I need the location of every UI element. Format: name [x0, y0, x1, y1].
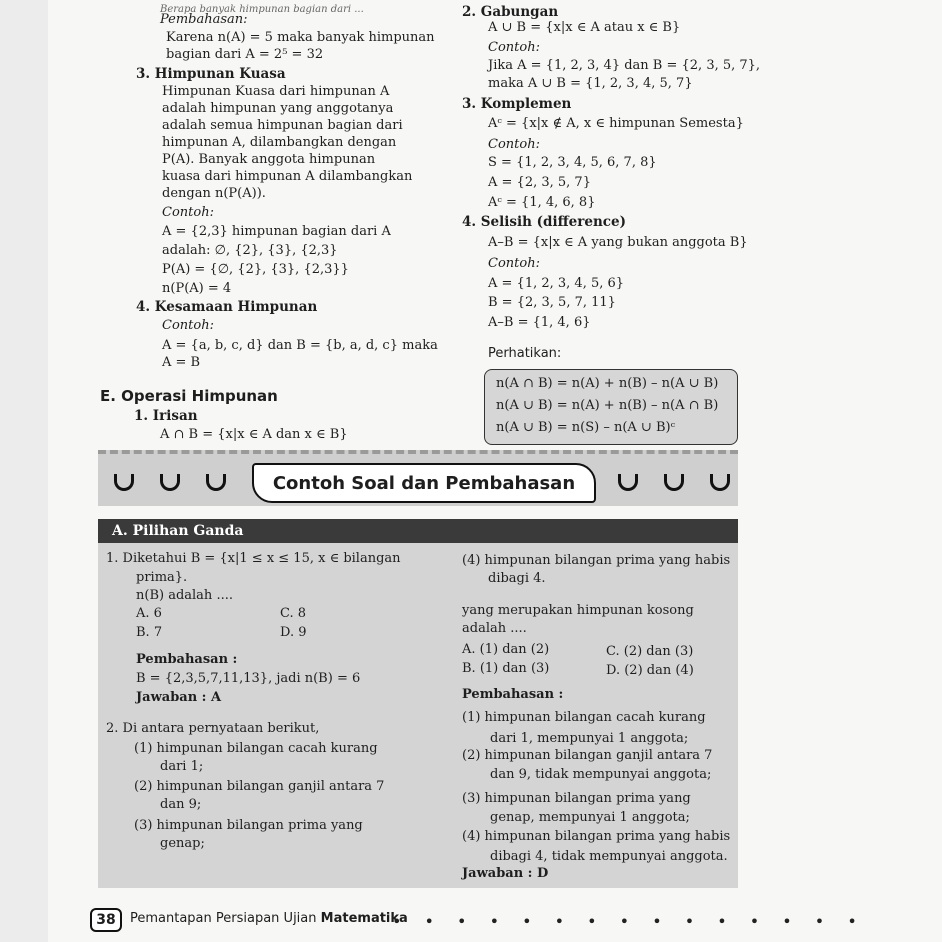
pembahasan-text: dan 9, tidak mempunyai anggota;	[490, 767, 712, 782]
option-a: A. 6	[136, 606, 162, 621]
formula-line: n(A ∪ B) = n(S) – n(A ∪ B)ᶜ	[496, 420, 676, 435]
question-2-text: yang merupakan himpunan kosong	[462, 603, 694, 618]
option-a: A. (1) dan (2)	[462, 642, 550, 657]
footer-text	[130, 911, 408, 926]
statement: (1) himpunan bilangan cacah kurang	[134, 741, 378, 756]
pembahasan-text: B = {2,3,5,7,11,13}, jadi n(B) = 6	[136, 671, 361, 686]
statement: dan 9;	[160, 797, 202, 812]
contoh-label: Contoh:	[488, 256, 540, 271]
heading-himpunan-kuasa: 3. Himpunan Kuasa	[136, 66, 286, 82]
statement: (2) himpunan bilangan ganjil antara 7	[134, 779, 385, 794]
contoh-label: Contoh:	[488, 137, 540, 152]
section-bar-pilihan-ganda: A. Pilihan Ganda	[98, 519, 738, 543]
statement: (3) himpunan bilangan prima yang	[134, 818, 363, 833]
pembahasan-text: dari 1, mempunyai 1 anggota;	[490, 731, 689, 746]
heading-komplemen: 3. Komplemen	[462, 96, 572, 112]
text-line: Himpunan Kuasa dari himpunan A	[162, 84, 390, 99]
option-b: B. (1) dan (3)	[462, 661, 550, 676]
text-line: A = {2, 3, 5, 7}	[488, 175, 591, 190]
text-line: S = {1, 2, 3, 4, 5, 6, 7, 8}	[488, 155, 657, 170]
text-line: B = {2, 3, 5, 7, 11}	[488, 295, 616, 310]
text-line: Jika A = {1, 2, 3, 4} dan B = {2, 3, 5, 7},	[488, 58, 761, 73]
question-2-text: adalah ....	[462, 621, 527, 636]
footer-dots: • • • • • • • • • • • • • • •	[392, 912, 866, 931]
text-line: maka A ∪ B = {1, 2, 3, 4, 5, 7}	[488, 76, 693, 91]
question-1-text: prima}.	[136, 570, 188, 585]
text-line: adalah himpunan yang anggotanya	[162, 101, 394, 116]
heading-kesamaan-himpunan: 4. Kesamaan Himpunan	[136, 299, 318, 315]
text-line: Karena n(A) = 5 maka banyak himpunan	[166, 30, 435, 45]
option-d: D. (2) dan (4)	[606, 663, 694, 678]
footer-book-title: Pemantapan Persiapan Ujian	[130, 911, 317, 926]
statement: (4) himpunan bilangan prima yang habis	[462, 553, 731, 568]
text-line: A = B	[162, 355, 201, 370]
text-line: A = {1, 2, 3, 4, 5, 6}	[488, 276, 625, 291]
question-2-text: 2. Di antara pernyataan berikut,	[106, 721, 320, 736]
question-1-text: 1. Diketahui B = {x|1 ≤ x ≤ 15, x ∈ bilangan	[106, 551, 401, 566]
option-b: B. 7	[136, 625, 163, 640]
heading-gabungan: 2. Gabungan	[462, 4, 559, 20]
banner-title: Contoh Soal dan Pembahasan	[252, 463, 596, 503]
cut-off-text: Berapa banyak himpunan bagian dari ...	[160, 4, 364, 15]
question-1-text: n(B) adalah ....	[136, 588, 233, 603]
heading-selisih: 4. Selisih (difference)	[462, 214, 626, 230]
text-line: A–B = {x|x ∈ A yang bukan anggota B}	[488, 235, 748, 250]
contoh-label: Contoh:	[162, 318, 214, 333]
text-line: n(P(A) = 4	[162, 281, 232, 296]
jawaban-label: Jawaban : D	[462, 866, 549, 881]
pembahasan-text: (3) himpunan bilangan prima yang	[462, 791, 691, 806]
text-line: A ∪ B = {x|x ∈ A atau x ∈ B}	[488, 20, 681, 35]
option-c: C. 8	[280, 606, 307, 621]
text-line: bagian dari A = 2⁵ = 32	[166, 47, 324, 62]
pembahasan-text: dibagi 4, tidak mempunyai anggota.	[490, 849, 728, 864]
heading-operasi-himpunan: E. Operasi Himpunan	[100, 387, 278, 405]
formula-line: n(A ∪ B) = n(A) + n(B) – n(A ∩ B)	[496, 398, 719, 413]
pembahasan-text: (4) himpunan bilangan prima yang habis	[462, 829, 731, 844]
text-line: A = {a, b, c, d} dan B = {b, a, d, c} maka	[162, 338, 438, 353]
pembahasan-label: Pembahasan:	[160, 12, 248, 27]
text-line: adalah: ∅, {2}, {3}, {2,3}	[162, 243, 338, 258]
text-line: A–B = {1, 4, 6}	[488, 315, 591, 330]
text-line: Aᶜ = {x|x ∉ A, x ∈ himpunan Semesta}	[488, 116, 744, 131]
statement: dari 1;	[160, 759, 204, 774]
text-line: Aᶜ = {1, 4, 6, 8}	[488, 195, 596, 210]
pembahasan-text: genap, mempunyai 1 anggota;	[490, 810, 690, 825]
statement: genap;	[160, 836, 205, 851]
page-number: 38	[90, 908, 122, 932]
heading-irisan: 1. Irisan	[134, 408, 198, 424]
pembahasan-text: (1) himpunan bilangan cacah kurang	[462, 710, 706, 725]
contoh-label: Contoh:	[162, 205, 214, 220]
text-line: dengan n(P(A)).	[162, 186, 266, 201]
option-c: C. (2) dan (3)	[606, 644, 694, 659]
contoh-label: Contoh:	[488, 40, 540, 55]
option-d: D. 9	[280, 625, 307, 640]
text-line: P(A). Banyak anggota himpunan	[162, 152, 376, 167]
footer-subject: Matematika	[320, 911, 408, 926]
jawaban-label: Jawaban : A	[136, 690, 222, 705]
perhatikan-label: Perhatikan:	[488, 346, 562, 361]
pembahasan-label: Pembahasan :	[136, 652, 238, 667]
text-line: adalah semua himpunan bagian dari	[162, 118, 403, 133]
pembahasan-label: Pembahasan :	[462, 687, 564, 702]
text-line: A ∩ B = {x|x ∈ A dan x ∈ B}	[160, 427, 348, 442]
text-line: kuasa dari himpunan A dilambangkan	[162, 169, 413, 184]
statement: dibagi 4.	[488, 571, 546, 586]
text-line: himpunan A, dilambangkan dengan	[162, 135, 397, 150]
pembahasan-text: (2) himpunan bilangan ganjil antara 7	[462, 748, 713, 763]
formula-line: n(A ∩ B) = n(A) + n(B) – n(A ∪ B)	[496, 376, 719, 391]
text-line: P(A) = {∅, {2}, {3}, {2,3}}	[162, 262, 349, 277]
text-line: A = {2,3} himpunan bagian dari A	[162, 224, 391, 239]
